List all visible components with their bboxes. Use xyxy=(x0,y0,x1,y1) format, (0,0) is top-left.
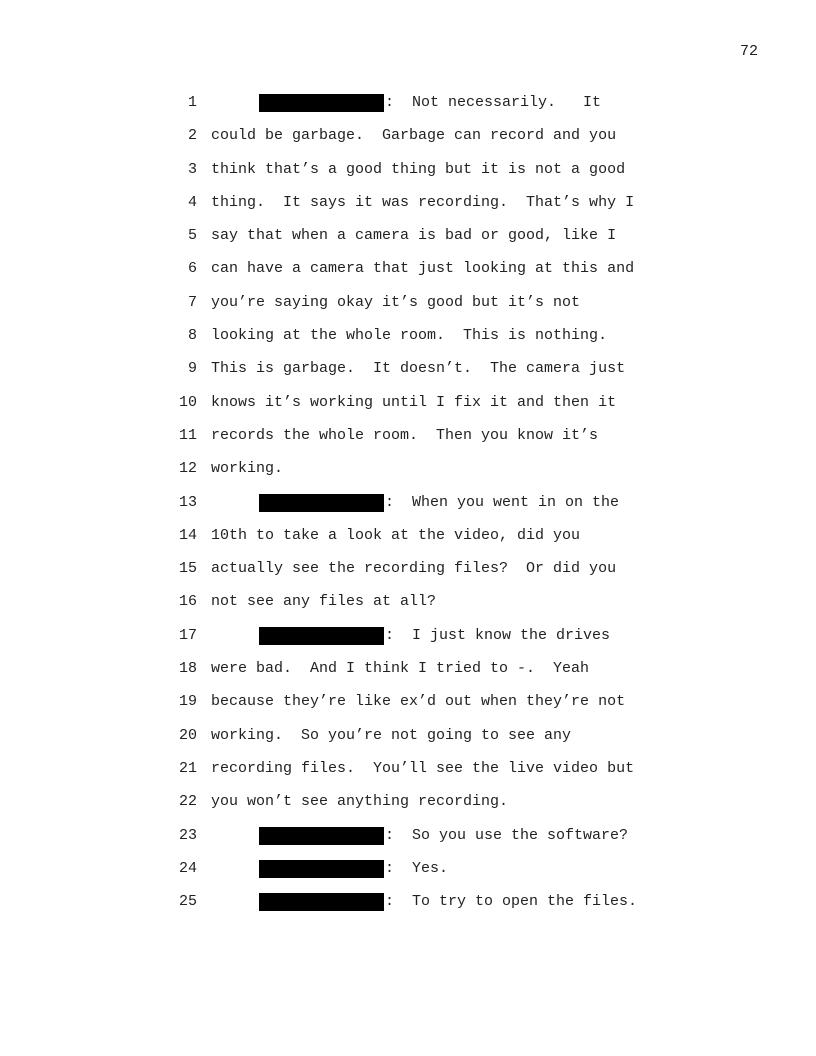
transcript-body xyxy=(0,86,816,918)
redacted-speaker-name xyxy=(259,827,384,845)
line-number: 20 xyxy=(178,726,197,744)
line-number: 6 xyxy=(187,260,197,278)
transcript-line xyxy=(0,286,816,319)
line-text: you’re saying okay it’s good but it’s not xyxy=(211,293,581,311)
transcript-line xyxy=(0,153,816,186)
transcript-line xyxy=(0,486,816,519)
line-number: 11 xyxy=(178,426,197,444)
transcript-line xyxy=(0,419,816,452)
line-text: : When you went in on the xyxy=(385,493,620,511)
line-number: 23 xyxy=(178,826,197,844)
redacted-speaker-name xyxy=(259,627,384,645)
transcript-line xyxy=(0,119,816,152)
line-text: thing. It says it was recording. That’s why I xyxy=(211,193,635,211)
line-number: 7 xyxy=(187,293,197,311)
line-number: 16 xyxy=(178,593,197,611)
transcript-line xyxy=(0,452,816,485)
line-number: 2 xyxy=(187,127,197,145)
transcript-line xyxy=(0,785,816,818)
transcript-line xyxy=(0,819,816,852)
transcript-line xyxy=(0,219,816,252)
transcript-line xyxy=(0,86,816,119)
line-number: 17 xyxy=(178,626,197,644)
line-text: were bad. And I think I tried to -. Yeah xyxy=(211,660,590,678)
redacted-speaker-name xyxy=(259,494,384,512)
line-text: working. xyxy=(211,460,284,478)
transcript-line xyxy=(0,752,816,785)
line-number: 24 xyxy=(178,859,197,877)
line-number: 12 xyxy=(178,460,197,478)
transcript-line xyxy=(0,252,816,285)
transcript-line xyxy=(0,319,816,352)
transcript-line xyxy=(0,652,816,685)
redacted-speaker-name xyxy=(259,893,384,911)
transcript-line xyxy=(0,719,816,752)
page-number: 72 xyxy=(740,43,759,60)
line-text: recording files. You’ll see the live video but xyxy=(211,759,635,777)
line-text: : Not necessarily. It xyxy=(385,94,602,111)
line-text: working. So you’re not going to see any xyxy=(211,726,572,744)
line-text: 10th to take a look at the video, did you xyxy=(211,526,581,544)
line-number: 1 xyxy=(187,94,197,111)
line-text: looking at the whole room. This is nothing. xyxy=(211,327,608,345)
line-text: say that when a camera is bad or good, like I xyxy=(211,227,617,245)
line-text: not see any files at all? xyxy=(211,593,437,611)
line-number: 15 xyxy=(178,560,197,578)
line-text: knows it’s working until I fix it and then it xyxy=(211,393,617,411)
line-text: can have a camera that just looking at this and xyxy=(211,260,635,278)
line-number: 25 xyxy=(178,893,197,911)
transcript-line xyxy=(0,852,816,885)
transcript-line xyxy=(0,519,816,552)
redacted-speaker-name xyxy=(259,94,384,112)
transcript-line xyxy=(0,386,816,419)
transcript-line xyxy=(0,352,816,385)
line-text: because they’re like ex’d out when they’re not xyxy=(211,693,626,711)
line-text: : To try to open the files. xyxy=(385,893,638,911)
line-text: actually see the recording files? Or did you xyxy=(211,560,617,578)
transcript-line xyxy=(0,685,816,718)
transcript-line xyxy=(0,585,816,618)
line-number: 21 xyxy=(178,759,197,777)
line-number: 3 xyxy=(187,160,197,178)
line-text: : I just know the drives xyxy=(385,626,611,644)
redacted-speaker-name xyxy=(259,860,384,878)
transcript-line xyxy=(0,885,816,918)
transcript-line xyxy=(0,552,816,585)
line-text: records the whole room. Then you know it’s xyxy=(211,426,599,444)
line-number: 8 xyxy=(187,327,197,345)
line-text: : So you use the software? xyxy=(385,826,629,844)
transcript-line xyxy=(0,619,816,652)
line-number: 22 xyxy=(178,793,197,811)
line-text: could be garbage. Garbage can record and you xyxy=(211,127,617,145)
line-number: 14 xyxy=(178,526,197,544)
line-number: 13 xyxy=(178,493,197,511)
line-text: This is garbage. It doesn’t. The camera just xyxy=(211,360,626,378)
line-text: : Yes. xyxy=(385,859,449,877)
line-number: 9 xyxy=(187,360,197,378)
line-number: 5 xyxy=(187,227,197,245)
transcript-line xyxy=(0,186,816,219)
line-number: 19 xyxy=(178,693,197,711)
line-text: you won’t see anything recording. xyxy=(211,793,509,811)
line-text: think that’s a good thing but it is not a good xyxy=(211,160,626,178)
line-number: 4 xyxy=(187,193,197,211)
line-number: 18 xyxy=(178,660,197,678)
line-number: 10 xyxy=(178,393,197,411)
